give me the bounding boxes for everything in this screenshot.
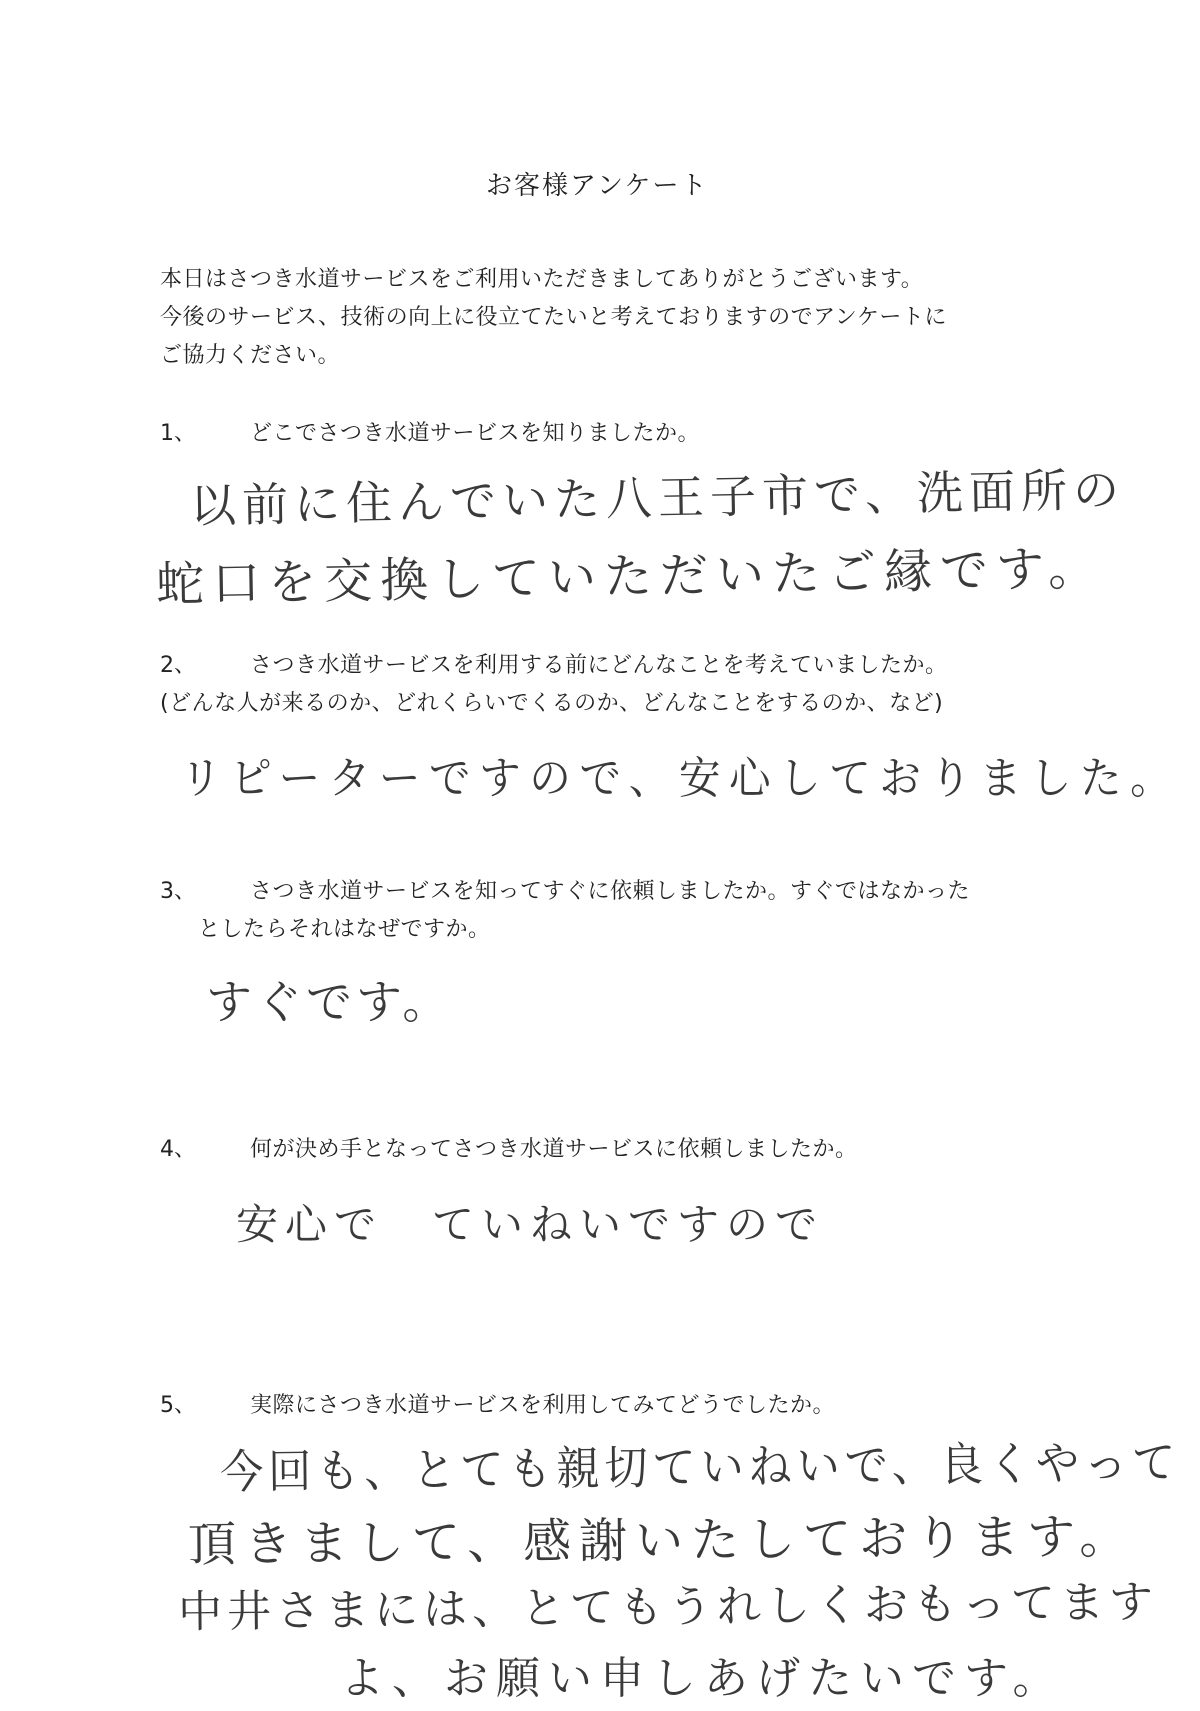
answer-1-line-1: 以前に住んでいた八王子市で、洗面所の [189, 462, 1126, 533]
question-1-text: どこでさつき水道サービスを知りましたか。 [250, 421, 701, 446]
intro-line-1: 本日はさつき水道サービスをご利用いただきましてありがとうございます。 [160, 267, 924, 292]
question-4-text: 何が決め手となってさつき水道サービスに依頼しましたか。 [250, 1137, 858, 1162]
question-2-text-line-1: さつき水道サービスを利用する前にどんなことを考えていましたか。 [250, 653, 948, 678]
question-3-text-line-2: としたらそれはなぜですか。 [198, 917, 491, 942]
intro-line-2: 今後のサービス、技術の向上に役立てたいと考えておりますのでアンケートに [160, 305, 947, 330]
answer-5-line-4: よ、お願い申しあげたいです。 [340, 1653, 1065, 1704]
question-5-number: 5、 [160, 1393, 196, 1418]
question-1-number: 1、 [160, 421, 196, 446]
answer-2-line-1: リピーターですので、安心しておりました。 [180, 753, 1181, 804]
answer-5-line-3: 中井さまには、とてもうれしくおもってます [177, 1576, 1159, 1638]
question-5-text: 実際にさつき水道サービスを利用してみてどうでしたか。 [250, 1393, 836, 1418]
question-2-text-line-2: (どんな人が来るのか、どれくらいでくるのか、どんなことをするのか、など) [160, 691, 944, 716]
answer-3-line-1: すぐです。 [206, 975, 453, 1029]
page-title: お客様アンケート [486, 171, 709, 201]
intro-line-3: ご協力ください。 [160, 343, 341, 368]
answer-4-line-1: 安心で ていねいですので [236, 1200, 825, 1249]
answer-1-line-2: 蛇口を交換していただいたご縁です。 [155, 540, 1105, 613]
question-3-number: 3、 [160, 879, 196, 904]
question-2-number: 2、 [160, 653, 196, 678]
answer-5-line-1: 今回も、とても親切ていねいで、良くやって [219, 1434, 1181, 1499]
question-4-number: 4、 [160, 1137, 196, 1162]
answer-5-line-2: 頂きまして、感謝いたしております。 [187, 1508, 1136, 1573]
question-3-text-line-1: さつき水道サービスを知ってすぐに依頼しましたか。すぐではなかった [250, 879, 971, 904]
